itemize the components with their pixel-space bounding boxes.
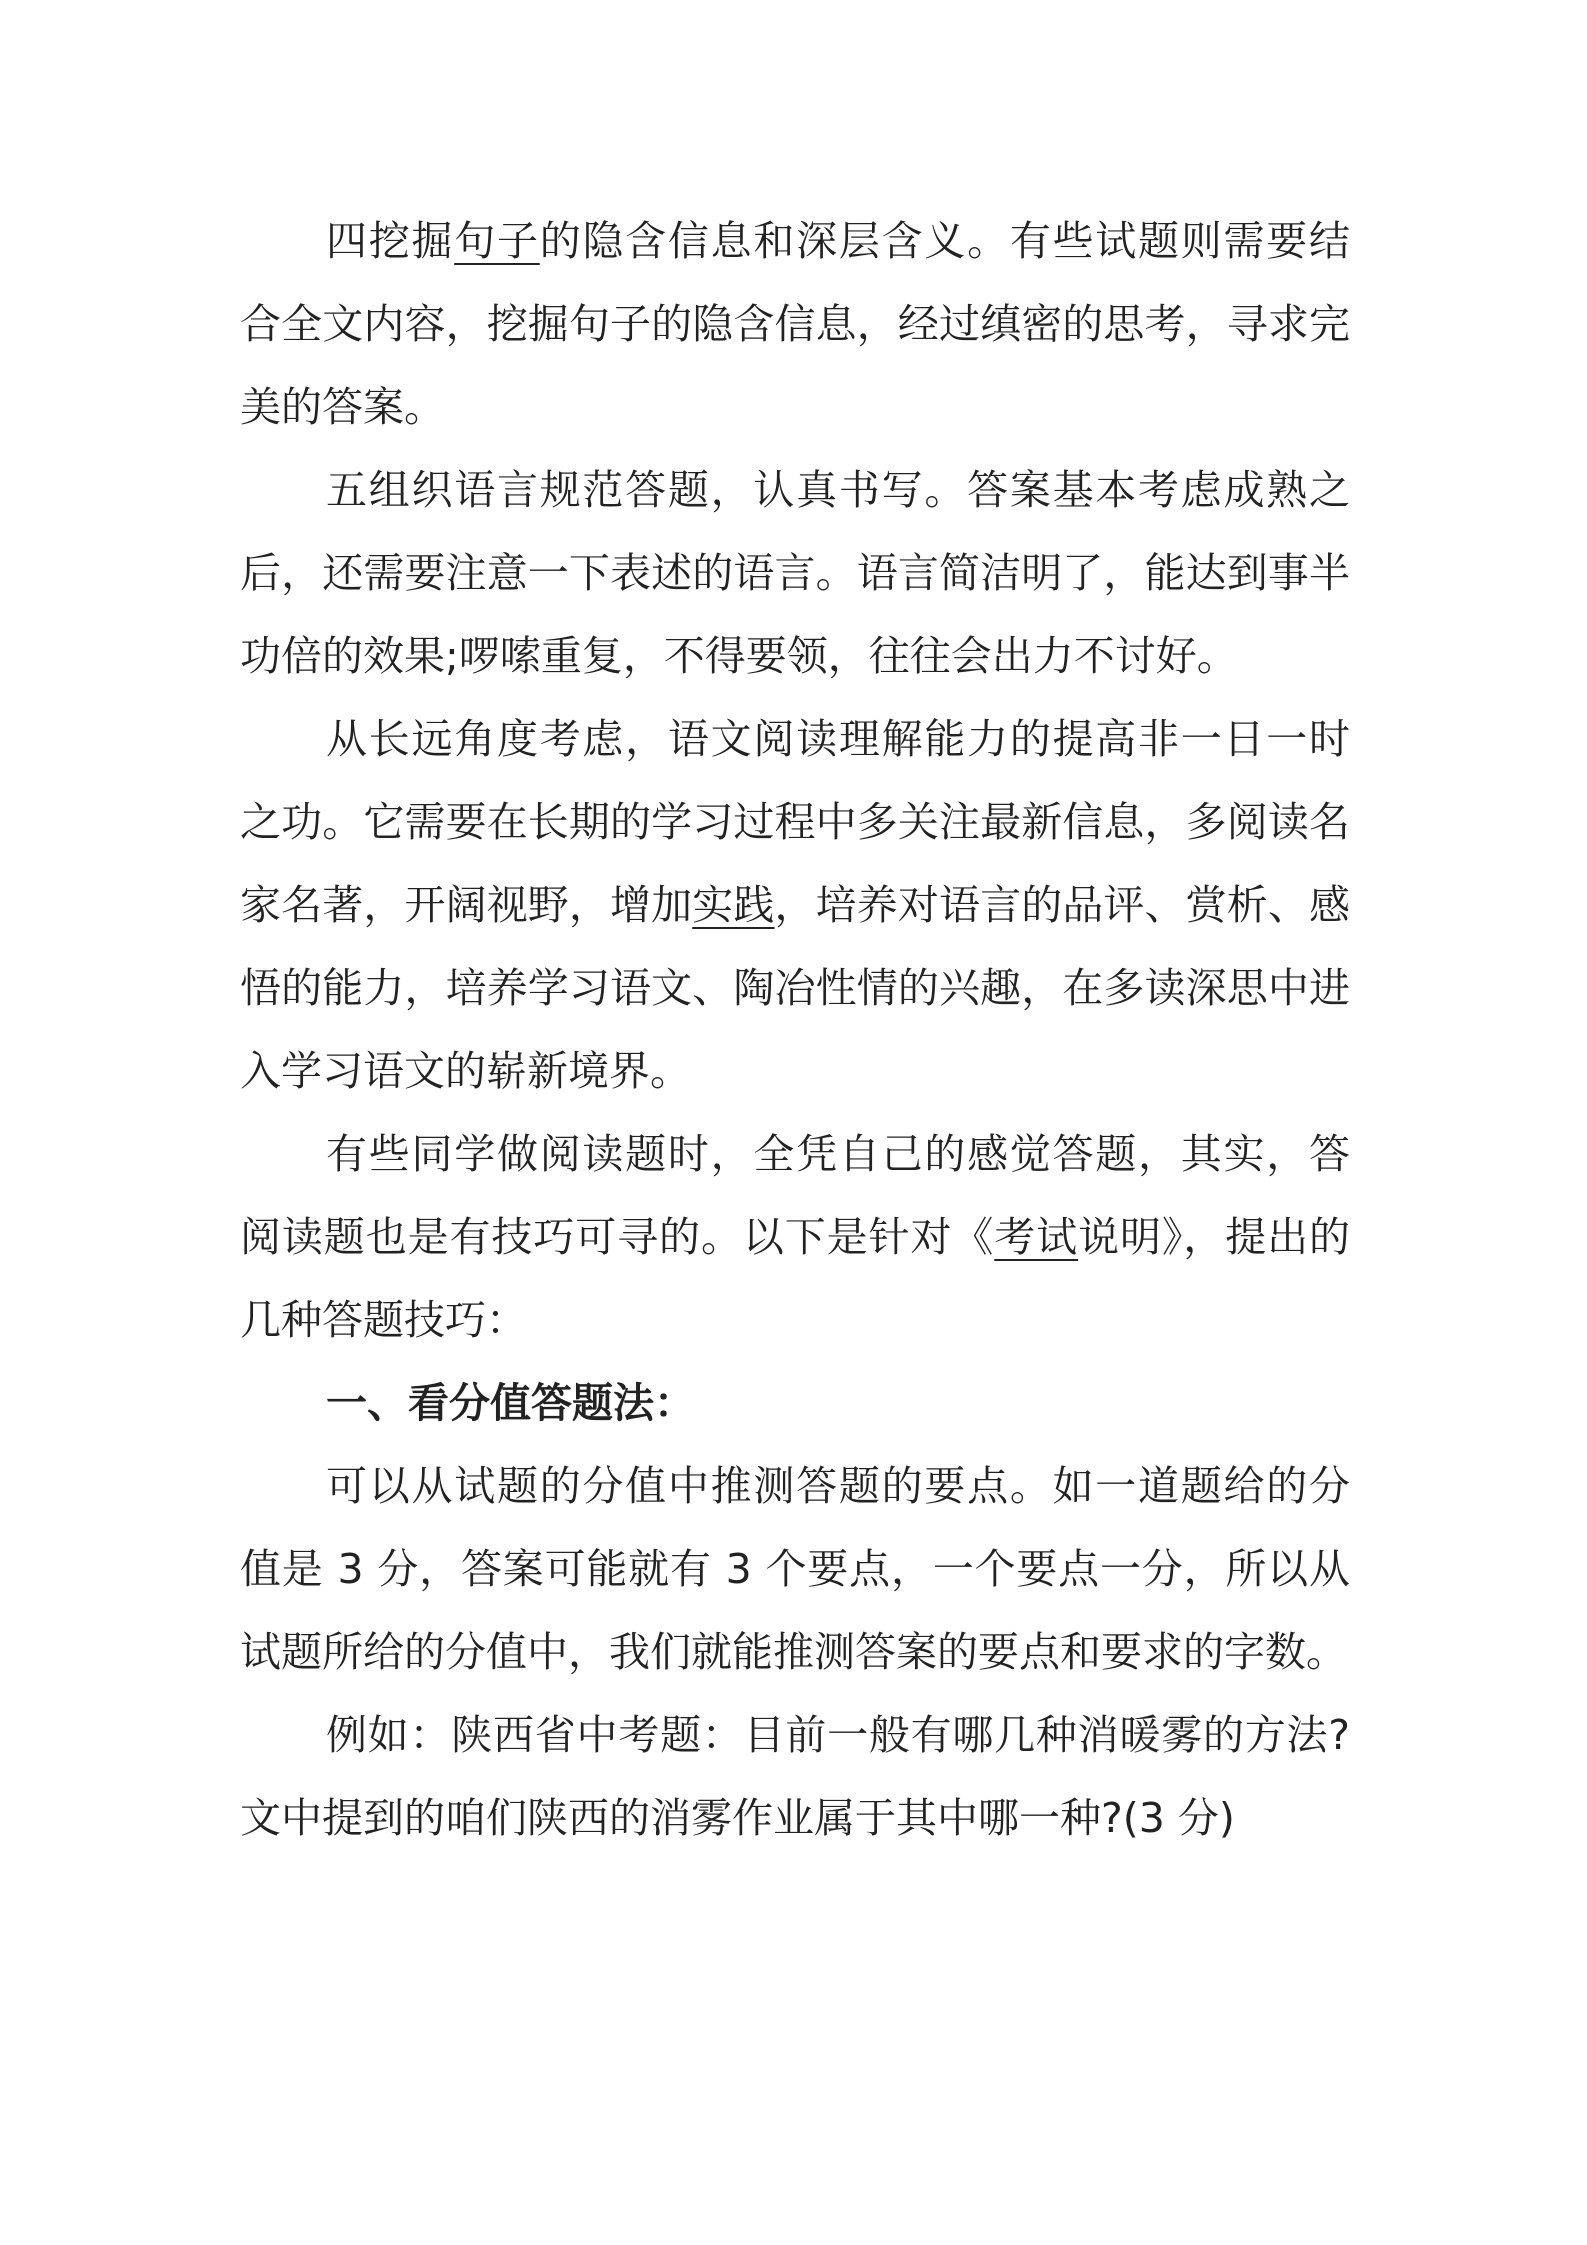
section-heading-score-method [240,1362,1350,1445]
text-segment: 说明》，提出的几种答题技巧： [240,1213,1351,1344]
paragraph-mining-implied-meaning [240,200,1350,449]
paragraph-reading-techniques-intro [240,1113,1350,1362]
text-segment: ，培养对语言的品评、赏析、感悟的能力，培养学习语文、陶冶性情的兴趣，在多读深思中进入学习语文的崭新境界。 [240,881,1351,1095]
underlined-text-segment: 实践 [692,881,775,929]
text-segment: 例如：陕西省中考题：目前一般有哪几种消暖雾的方法?文中提到的咱们陕西的消雾作业属于其中哪一种?(3 分) [240,1711,1350,1842]
text-segment: 有些同学做阅读题时，全凭自己的感觉答题，其实，答阅读题也是有技巧可寻的。以下是针对《 [240,1130,1350,1261]
text-segment: 的隐含信息和深层含义。有些试题则需要结合全文内容，挖掘句子的隐含信息，经过缜密的思考，寻求完美的答案。 [240,217,1351,431]
document-page [240,200,1350,1860]
underlined-text-segment: 句子 [454,217,540,265]
underlined-text-segment: 考试 [994,1213,1079,1261]
text-segment: 从长远角度考虑，语文阅读理解能力的提高非一日一时之功。它需要在长期的学习过程中多关注最新信息，多阅读名家名著，开阔视野，增加 [240,715,1350,929]
paragraph-example-question [240,1694,1350,1860]
paragraph-score-inference [240,1445,1350,1694]
text-segment: 四挖掘 [326,217,455,265]
paragraph-organize-language [240,449,1350,698]
text-segment: 可以从试题的分值中推测答题的要点。如一道题给的分值是 3 分，答案可能就有 3 个要点，一个要点一分，所以从试题所给的分值中，我们就能推测答案的要点和要求的字数。 [240,1462,1350,1676]
text-segment: 五组织语言规范答题，认真书写。答案基本考虑成熟之后，还需要注意一下表述的语言。语言简洁明了，能达到事半功倍的效果;啰嗦重复，不得要领，往往会出力不讨好。 [240,466,1350,680]
heading-text: 一、看分值答题法： [326,1379,695,1427]
paragraph-long-term-perspective [240,698,1350,1113]
